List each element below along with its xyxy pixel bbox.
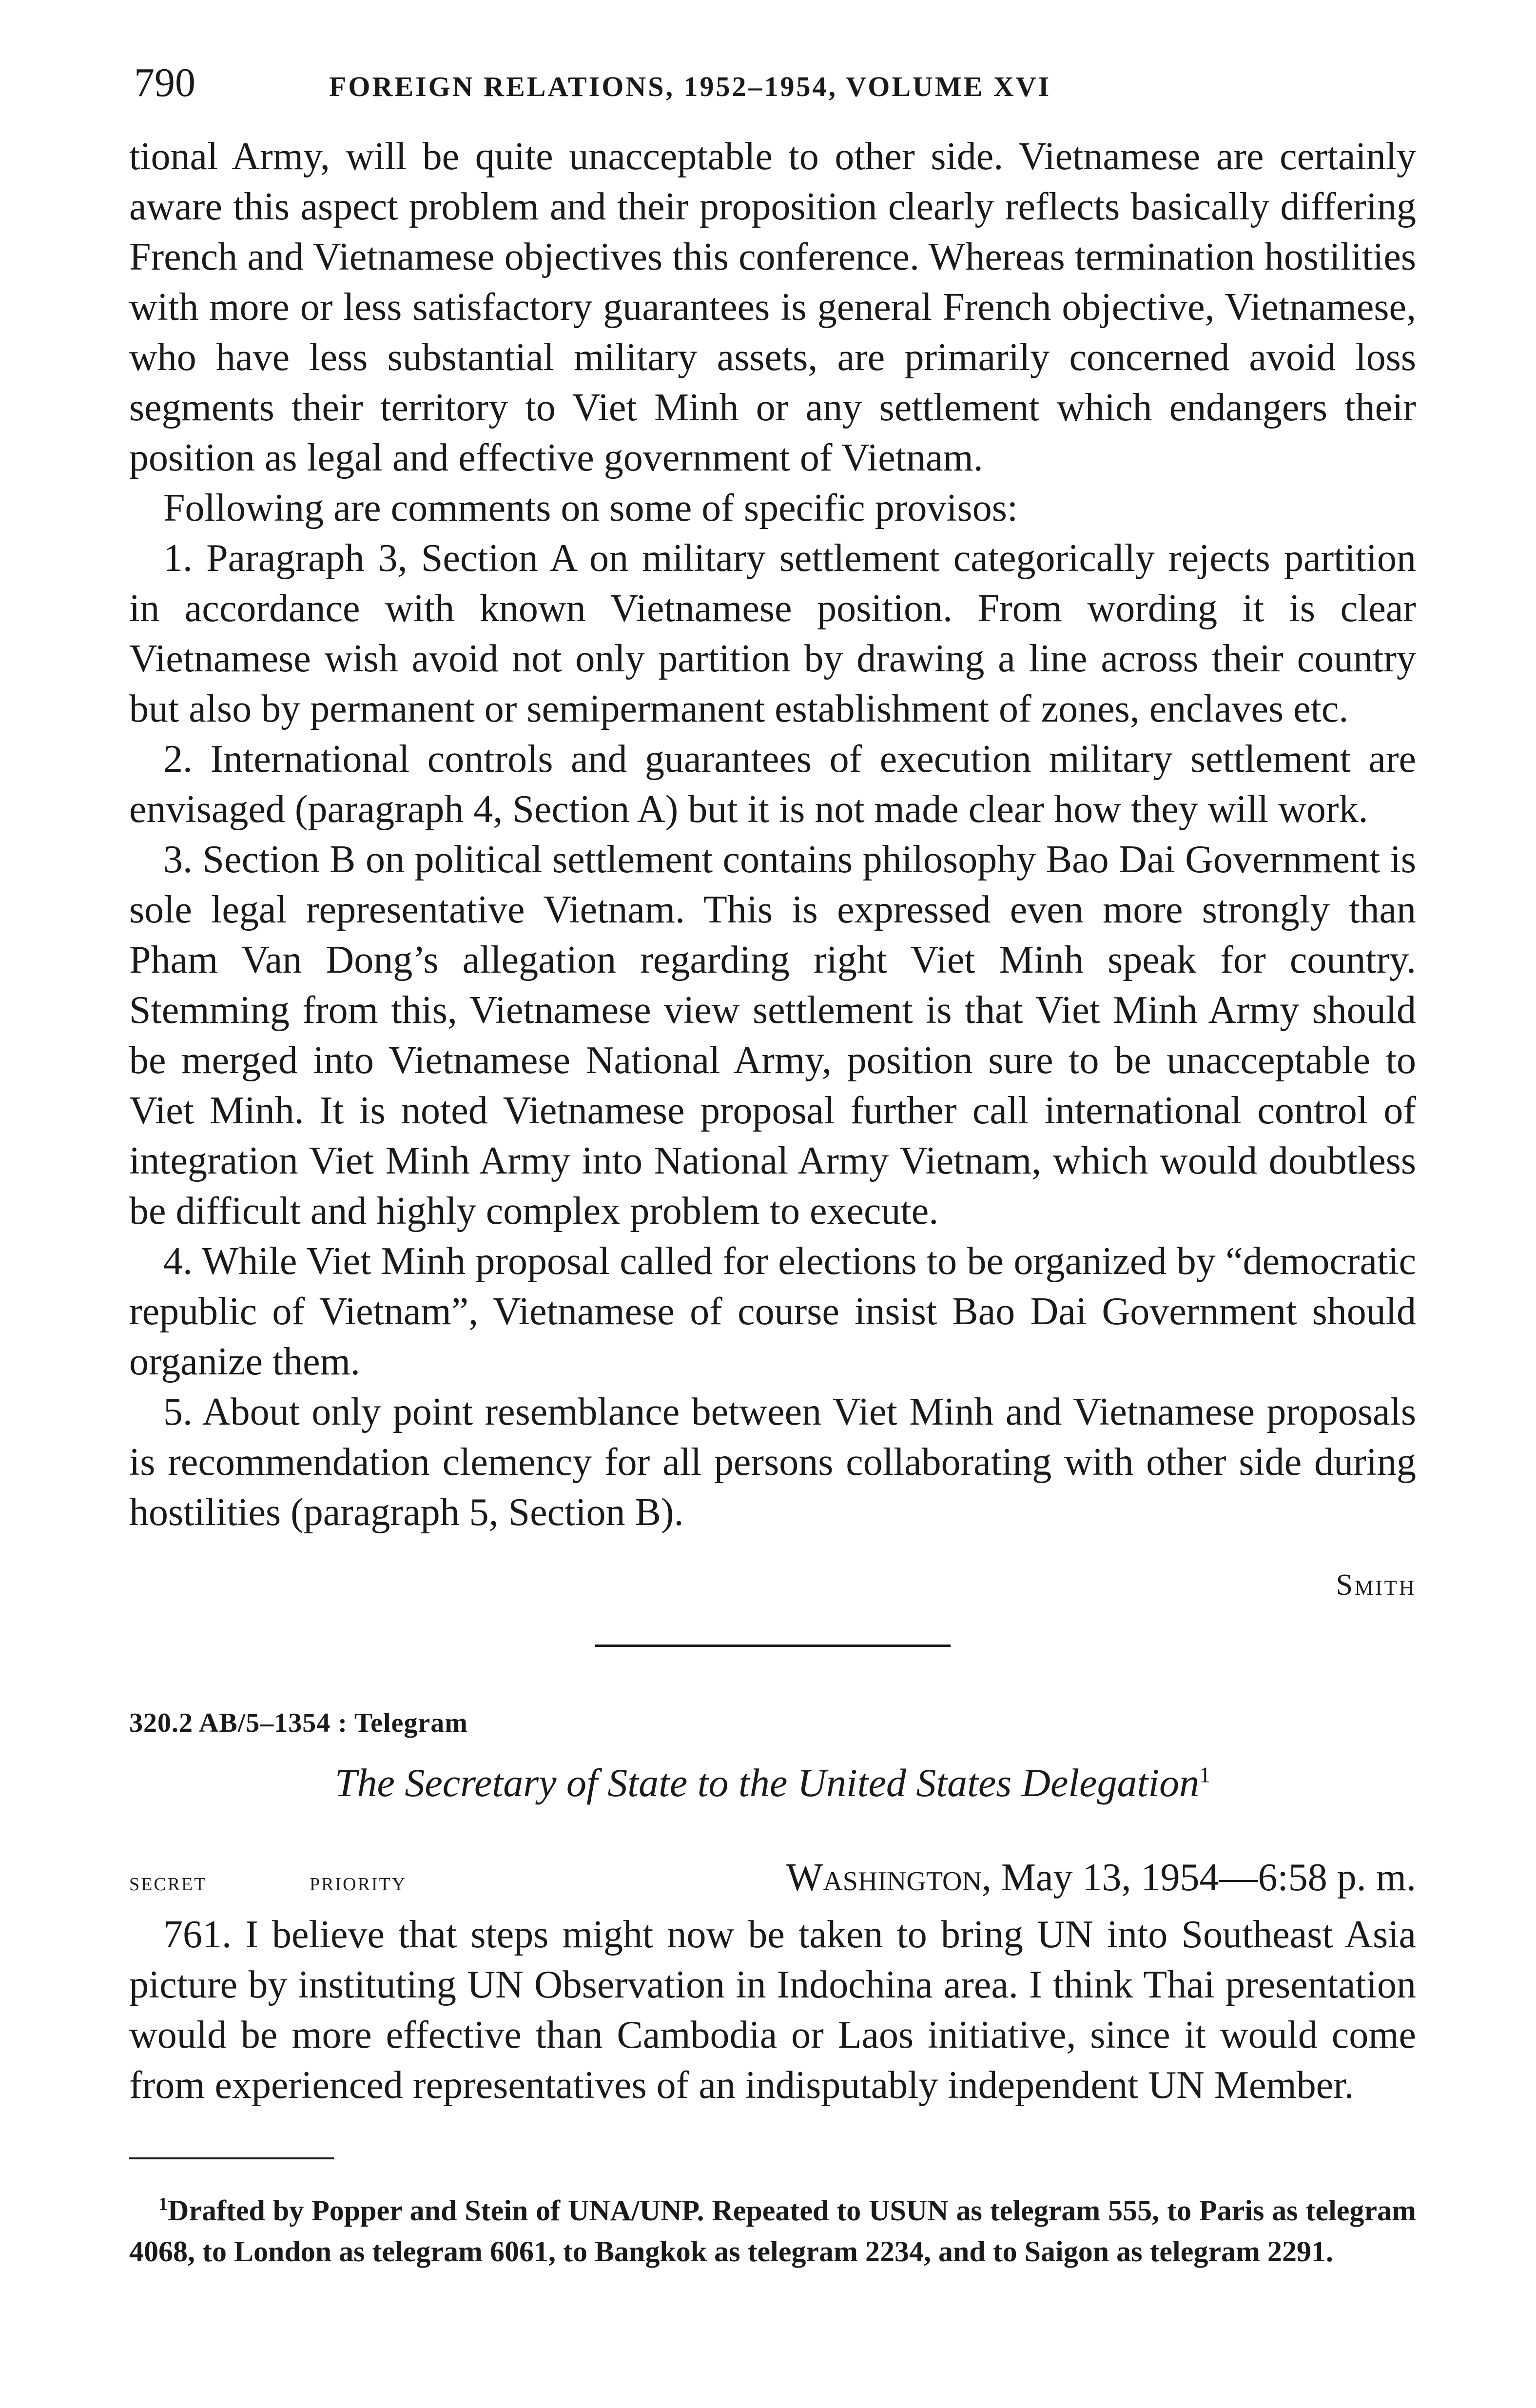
- footnote: [129, 2184, 1416, 2272]
- provisos-intro: Following are comments on some of specific provisos:: [163, 487, 1018, 529]
- dateline: [646, 1853, 1416, 1903]
- document-title-text: The Secretary of State to the United States Delegation: [334, 1761, 1200, 1805]
- document-separator: [595, 1644, 951, 1647]
- document-title: [129, 1760, 1416, 1806]
- proviso-item-2: 2. International controls and guarantees of execution military settlement are envisaged (paragraph 4, Section A) but it is not made clear how they will work.: [129, 738, 1416, 831]
- proviso-item-3: 3. Section B on political settlement contains philosophy Bao Dai Government is sole legal representative Vietnam. This is expressed even more strongly than Pham Van Dong’s allegation regarding right Viet Minh speak for country. Stemming from this, Vietnamese view settlement is that Viet Minh Army should be merged into Vietnamese National Army, position sure to be unacceptable to Viet Minh. It is noted Vietnamese proposal further call international control of integration Viet Minh Army into National Army Vietnam, which would doubtless be difficult and highly complex problem to execute.: [129, 838, 1416, 1233]
- proviso-item-5: 5. About only point resemblance between Viet Minh and Vietnamese proposals is recommendation clemency for all persons collaborating with other side during hostilities (paragraph 5, Section B).: [129, 1390, 1416, 1534]
- footnote-rule: [129, 2157, 334, 2159]
- footnote-text: Drafted by Popper and Stein of UNA/UNP. Repeated to USUN as telegram 555, to Paris as telegram 4068, to London as telegram 6061, to Bangkok as telegram 2234, and to Saigon as telegram 2291.: [129, 2194, 1416, 2268]
- telegram-body: [129, 1910, 1416, 2111]
- proviso-item-1: 1. Paragraph 3, Section A on military settlement categorically rejects partition in accordance with known Vietnamese position. From wording it is clear Vietnamese wish avoid not only partition by drawing a line across their country but also by permanent or semipermanent establishment of zones, enclaves etc.: [129, 537, 1416, 730]
- title-footnote-mark[interactable]: 1: [1199, 1762, 1211, 1787]
- dateline-place: Washington: [786, 1856, 982, 1899]
- dateline-row: [129, 1853, 1416, 1907]
- running-title: FOREIGN RELATIONS, 1952–1954, VOLUME XVI: [329, 71, 1051, 102]
- signature: Smith: [1336, 1568, 1416, 1602]
- priority-marking: priority: [310, 1867, 407, 1896]
- document-page: [129, 59, 1416, 2272]
- continued-telegram-text: [129, 132, 1416, 1538]
- page-number: 790: [134, 60, 195, 105]
- proviso-item-4: 4. While Viet Minh proposal called for elections to be organized by “democratic republic of Vietnam”, Vietnamese of course insist Bao Dai Government should organize them.: [129, 1240, 1416, 1383]
- telegram-paragraph: 761. I believe that steps might now be taken to bring UN into Southeast Asia picture by instituting UN Observation in Indochina area. I think Thai presentation would be more effective than Cambodia or Laos initiative, since it would come from experienced representatives of an indisputably independent UN Member.: [129, 1913, 1416, 2107]
- dateline-date: , May 13, 1954—6:58 p. m.: [981, 1856, 1416, 1899]
- continuation-paragraph: tional Army, will be quite unacceptable to other side. Vietnamese are certainly aware this aspect problem and their proposition clearly reflects basically differing French and Vietnamese objectives this conference. Whereas termination hostilities with more or less satisfactory guarantees is general French objective, Vietnamese, who have less substantial military assets, are primarily concerned avoid loss segments their territory to Viet Minh or any settlement which endangers their position as legal and effective government of Vietnam.: [129, 135, 1416, 479]
- file-reference: 320.2 AB/5–1354 : Telegram: [129, 1708, 468, 1738]
- footnote-mark: 1: [158, 2194, 168, 2214]
- classification-marking: secret: [129, 1867, 207, 1896]
- running-header: [129, 59, 1416, 132]
